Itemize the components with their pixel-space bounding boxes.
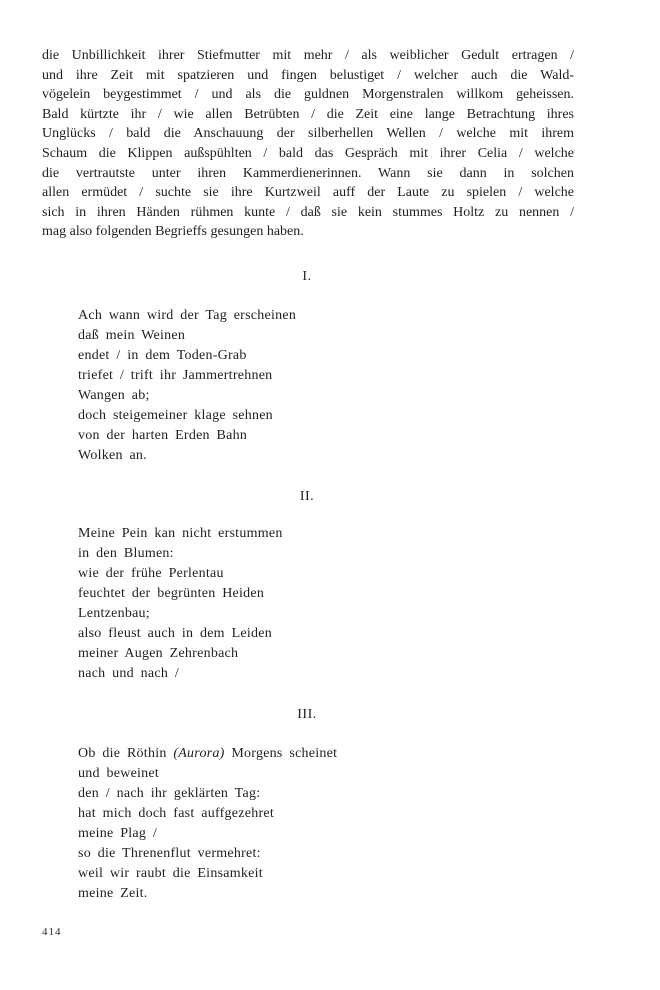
verse-line: weil wir raubt die Einsamkeit — [78, 866, 263, 881]
verse-line: so die Threnenflut vermehret: — [78, 846, 261, 861]
verse-line: endet / in dem Toden-Grab — [78, 348, 247, 363]
verse-line: in den Blumen: — [78, 546, 174, 561]
verse-line: daß mein Weinen — [78, 328, 186, 343]
stanza-1 — [78, 306, 518, 466]
prose-paragraph — [42, 46, 574, 242]
prose-line: die vertrautste unter ihren Kammerdienerinnen. Wann sie dann in solchen — [42, 165, 574, 181]
verse-line: Wolken an. — [78, 448, 147, 463]
plain-text: Ob die Röthin — [78, 746, 174, 761]
verse-line: meine Plag / — [78, 826, 157, 841]
verse-line: von der harten Erden Bahn — [78, 428, 248, 443]
verse-line: feuchtet der begrünten Heiden — [78, 586, 265, 601]
verse-line: doch steigemeiner klage sehnen — [78, 408, 273, 423]
verse-line: Ach wann wird der Tag erscheinen — [78, 308, 297, 323]
verse-line: meine Zeit. — [78, 886, 148, 901]
verse-line — [78, 744, 518, 764]
section-heading-2: II. — [299, 489, 315, 504]
section-heading-3: III. — [297, 707, 317, 722]
prose-line: allen ermüdet / suchte sie ihre Kurtzweil auff der Laute zu spielen / welche — [42, 185, 574, 201]
verse-line: hat mich doch fast auffgezehret — [78, 806, 274, 821]
prose-line: sich in ihren Händen rühmen kunte / daß sie kein stummes Holtz zu nennen / — [42, 204, 574, 220]
plain-text: Morgens scheinet — [224, 746, 338, 761]
stanza-3 — [78, 744, 518, 904]
prose-line: Unglücks / bald die Anschauung der silberhellen Wellen / welche mit ihrem — [42, 126, 574, 142]
verse-line: den / nach ihr geklärten Tag: — [78, 786, 261, 801]
italic-text: (Aurora) — [173, 746, 225, 761]
verse-line: Lentzenbau; — [78, 606, 150, 621]
prose-line: vögelein beygestimmet / und als die guldnen Morgenstralen willkom geheissen. — [42, 87, 574, 103]
prose-line: Bald kürtzte ihr / wie allen Betrübten / die Zeit eine lange Betrachtung ihres — [42, 106, 574, 122]
section-heading-1: I. — [302, 269, 312, 284]
verse-line: wie der frühe Perlentau — [78, 566, 224, 581]
prose-line: und ihre Zeit mit spatzieren und fingen belustiget / welcher auch die Wald- — [42, 67, 574, 83]
prose-line: Schaum die Klippen außspühlten / bald das Gespräch mit ihrer Celia / welche — [42, 145, 574, 161]
page-number: 414 — [42, 926, 62, 938]
prose-line: mag also folgenden Begrieffs gesungen haben. — [42, 224, 304, 240]
prose-line: die Unbillichkeit ihrer Stiefmutter mit mehr / als weiblicher Gedult ertragen / — [42, 48, 574, 63]
stanza-2 — [78, 524, 518, 684]
verse-line: also fleust auch in dem Leiden — [78, 626, 272, 641]
verse-line: meiner Augen Zehrenbach — [78, 646, 239, 661]
verse-line: Meine Pein kan nicht erstummen — [78, 526, 283, 541]
verse-line: Wangen ab; — [78, 388, 150, 403]
verse-line: und beweinet — [78, 766, 160, 781]
verse-line: triefet / trift ihr Jammertrehnen — [78, 368, 273, 383]
verse-line: nach und nach / — [78, 666, 179, 681]
